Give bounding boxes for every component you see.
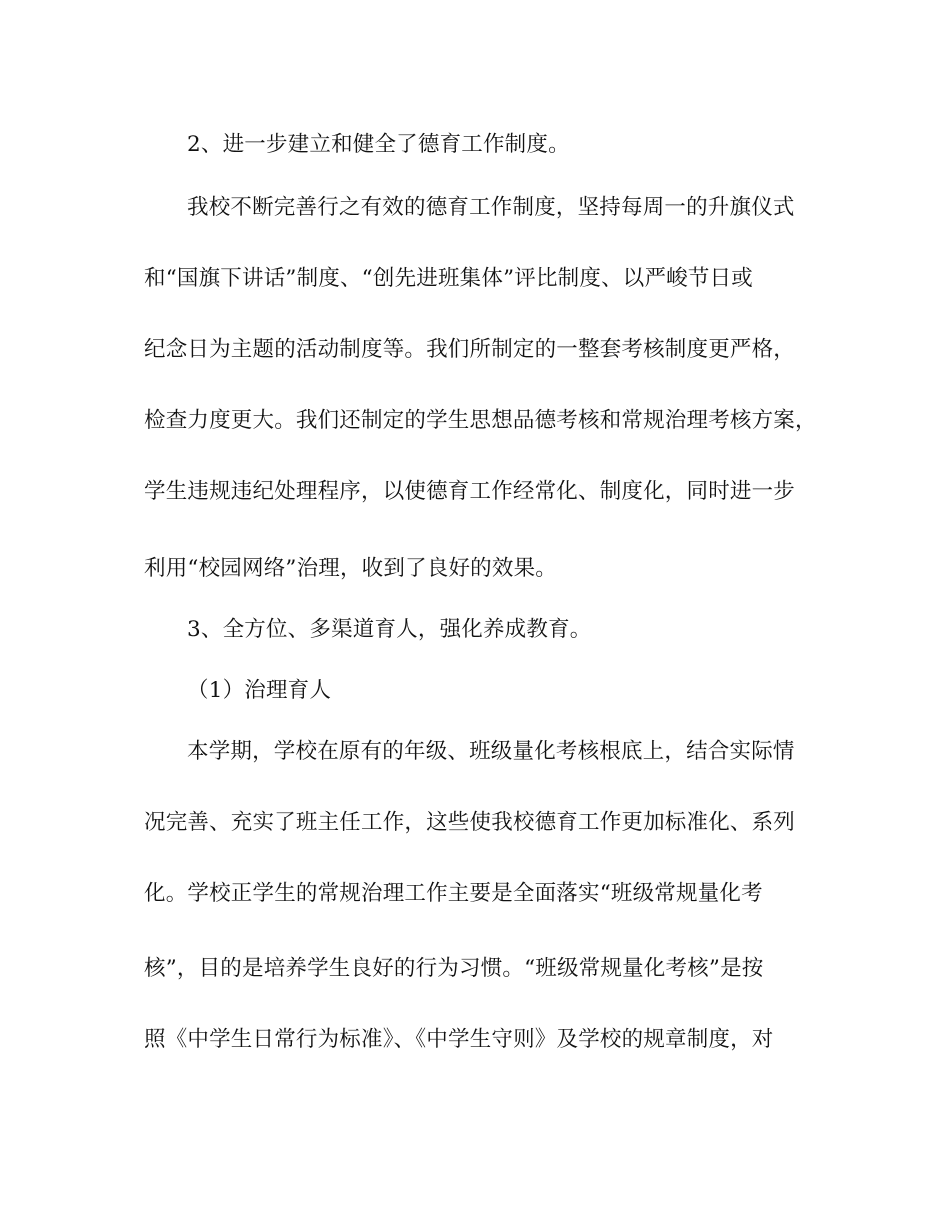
paragraph-line: 核”，目的是培养学生良好的行为习惯。“班级常规量化考核”是按 [144,956,764,981]
paragraph-line: 检查力度更大。我们还制定的学生思想品德考核和常规治理考核方案， [144,408,817,433]
paragraph-line: 化。学校正学生的常规治理工作主要是全面落实“班级常规量化考 [144,881,763,906]
paragraph-line: 我校不断完善行之有效的德育工作制度，坚持每周一的升旗仪式 [187,195,795,220]
paragraph-line: 况完善、充实了班主任工作，这些使我校德育工作更加标准化、系列 [144,810,796,835]
section-heading-3: 3、全方位、多渠道育人，强化养成教育。 [187,617,592,642]
paragraph-line: 纪念日为主题的活动制度等。我们所制定的一整套考核制度更严格， [144,337,796,362]
paragraph-line: 本学期，学校在原有的年级、班级量化考核根底上，结合实际情 [187,739,795,764]
section-heading-2: 2、进一步建立和健全了德育工作制度。 [187,132,570,157]
paragraph-line: 照《中学生日常行为标准》、《中学生守则》及学校的规章制度，对 [144,1027,774,1052]
paragraph-line: 和“国旗下讲话”制度、“创先进班集体”评比制度、以严峻节日或 [144,266,753,291]
subsection-heading: （1）治理育人 [187,678,332,703]
paragraph-line: 利用“校园网络”治理，收到了良好的效果。 [144,556,557,581]
paragraph-line: 学生违规违纪处理程序，以使德育工作经常化、制度化，同时进一步 [144,479,796,504]
